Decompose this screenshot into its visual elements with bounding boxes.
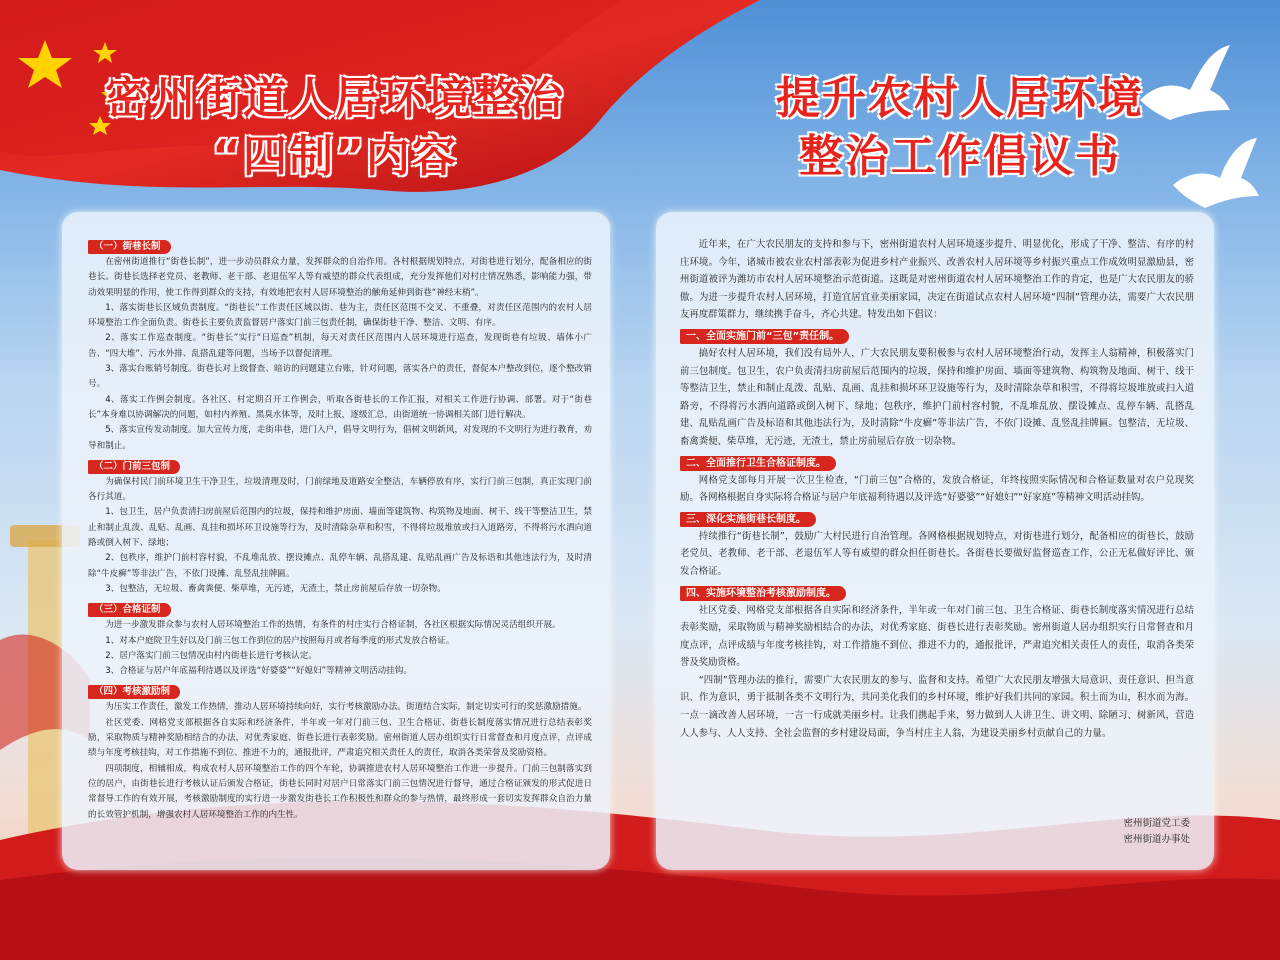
section-paragraph: 为确保村民门前环境卫生干净卫生，垃圾清理及时，门前绿地及道路安全整洁，车辆停放有序，实行门前三包制，真正实现门前各行其道。 [88, 476, 592, 503]
section-paragraph: 搞好农村人居环境，我们没有局外人，广大农民朋友要积极参与农村人居环境整治行动，发挥主人翁精神，积极落实门前三包制度。包卫生，农户负责清扫房前屋后范围内的垃圾，保持和维护房面、墙面等建筑物、构筑物及地面、树干、线干等整洁卫生，禁止和制止乱泼、乱贴、乱画、乱挂和损坏环卫设施等行为，及时清除杂草和积雪，不得将垃圾堆放或扫入道路旁，不得将污水洒向道路或倒入树下、绿地；包秩序，维护门前村容村貌，不乱堆乱放、摆设摊点、乱停车辆、乱搭乱建、乱贴乱画广告及标语和其他违法行为，及时清除“牛皮癣”等非法广告，不依门设摊、乱竖乱挂牌匾。包整洁，无垃圾、畜禽粪便、柴草堆，无污迹，无渣土，禁止房前屋后存放一切杂物。 [680, 347, 1194, 447]
left-content [88, 234, 592, 823]
section-paragraph: 3、包整洁，无垃圾、畜禽粪便、柴草堆，无污迹，无渣土，禁止房前屋后存放一切杂物。 [105, 583, 446, 594]
section-paragraph: 3、落实台账销号制度。街巷长对上级督查、暗访的问题建立台账，针对问题，落实各户的责任，督促本户整改到位，逐个整改销号。 [88, 364, 592, 390]
right-content [680, 236, 1194, 742]
section-heading: （四）考核激励制 [88, 685, 180, 699]
section-paragraph: 1、包卫生，居户负责清扫房前屋后范围内的垃圾，保持和维护房面、墙面等建筑物、构筑物及地面、树干、线干等整洁卫生，禁止和制止乱泼、乱贴、乱画、乱挂和损坏环卫设施等行为，及时清除杂草和积雪，不得将垃圾堆放或扫入道路旁，不得将污水洒向道路或倒入树下、绿地； [88, 507, 592, 549]
section-paragraph: 2、包秩序，维护门前村容村貌，不乱堆乱放、摆设摊点、乱停车辆、乱搭乱建、乱贴乱画广告及标语和其他违法行为，及时清除“牛皮癣”等非法广告，不依门设摊、乱竖乱挂牌匾。 [88, 553, 592, 579]
section-heading: 二、全面推行卫生合格证制度。 [680, 456, 836, 471]
intro-paragraph: 近年来，在广大农民朋友的支持和参与下，密州街道农村人居环境逐步提升、明显优化，形成了干净、整洁、有序的村庄环境。今年，诸城市被农业农村部表彰为促进乡村产业振兴、改善农村人居环境等乡村振兴重点工作成效明显激励县，密州街道被评为潍坊市农村人居环境整治示范街道。这既是对密州街道农村人居环境整治工作的肯定，也是广大农民朋友的骄傲。为进一步提升农村人居环境，打造宜居宜业美丽家园，决定在街道试点农村人居环境“四制”管理办法，需要广大农民朋友再度群策群力，继续携手奋斗，齐心共建。特发出如下倡议： [680, 239, 1194, 321]
signature-line1: 密州街道党工委 [1123, 818, 1190, 829]
section-paragraph: 1、对本户庭院卫生好以及门前三包工作到位的居户按照每月或者每季度的形式发放合格证。 [105, 635, 455, 646]
section-paragraph: 四项制度，相辅相成，构成农村人居环境整治工作的四个车轮，协调推进农村人居环境整治工作进一步提升。门前三包制落实到位的居户，由街巷长进行考核认证后颁发合格证，街巷长同时对居户日常落实门前三包情况进行督导，通过合格证颁发的形式促进日常督导工作的有效开展，考核激励制度的实行进一步激发街巷长工作积极性和群众的参与热情，最终形成一套切实发挥群众自治力量的长效管护机制，增强农村人居环境整治工作的内生性。 [88, 763, 592, 820]
section-heading: （三）合格证制 [88, 603, 171, 617]
section-paragraph: 3、合格证与居户年底福利待遇以及评选“好婆婆”“好媳妇”等精神文明活动挂钩。 [105, 666, 413, 677]
section-heading: 三、深化实施街巷长制度。 [680, 512, 816, 527]
section-paragraph: 5、落实宣传发动制度。加大宣传力度，走街串巷，进门入户，倡导文明行为，倡树文明新风，对发现的不文明行为进行教育，劝导和制止。 [88, 425, 592, 451]
right-title-line1: 提升农村人居环境 [776, 73, 1144, 124]
section-paragraph: 1、落实街巷长区域负责制度。“街巷长”工作责任区域以街、巷为主，责任区范围不交叉、不重叠，对责任区范围内的农村人居环境整治工作全面负责。街巷长主要负责监督居户落实门前三包责任制，确保街巷干净、整洁、文明、有序。 [88, 302, 592, 329]
section-paragraph: 持续推行“街巷长制”，鼓励广大村民进行自治管理。各网格根据规划特点，对街巷进行划分，配备相应的街巷长，鼓励老党员、老教师、老干部、老退伍军人等有威望的群众担任街巷长。各街巷长要做好监督巡查工作，公正无私做好评比、颁发合格证。 [680, 530, 1194, 577]
section-heading: 四、实施环境整治考核激励制度。 [680, 586, 846, 601]
section-paragraph: 社区党委、网格党支部根据各自实际和经济条件，半年或一年对门前三包、卫生合格证、街巷长制度落实情况进行总结表彰奖励，采取物质与精神奖励相结合的办法，对优秀家庭、街巷长进行表彰奖励。密州街道人居办组织实行日常督查和月度点评，点评成绩与年度考核挂钩，对工作措施不到位、推进不力的，通报批评，严肃追究相关责任人的责任，取消各类荣誉及奖励资格。 [88, 717, 592, 759]
right-title [690, 70, 1230, 186]
section-heading: 一、全面实施门前“三包”责任制。 [680, 329, 849, 344]
left-content-panel [62, 212, 610, 870]
section-paragraph: 网格党支部每月开展一次卫生检查，“门前三包”合格的，发放合格证，年终按照实际情况和合格证数量对农户兑现奖励。各网格根据自身实际将合格证与居户年底福利待遇以及评选“好婆婆”“好媳妇”“好家庭”等精神文明活动挂钩。 [680, 474, 1194, 504]
left-title-line1: 密州街道人居环境整治 [105, 73, 565, 124]
section-paragraph: 2、落实工作巡查制度。“街巷长”实行“日巡查”机制，每天对责任区范围内人居环境进行巡查，发现街巷有垃圾、墙体小广告、“四大堆”、污水外排、乱搭乱建等问题，当场予以督促清理。 [88, 333, 592, 359]
signature-line2: 密州街道办事处 [1123, 834, 1190, 845]
section-heading: （一）街巷长制 [88, 240, 171, 254]
section-paragraph: 为压实工作责任，激发工作热情，推动人居环境持续向好，实行考核激励办法。街道结合实际，制定切实可行的奖惩激励措施。 [105, 702, 587, 713]
signature [1123, 816, 1190, 848]
section-paragraph: 社区党委、网格党支部根据各自实际和经济条件，半年或一年对门前三包、卫生合格证、街巷长制度落实情况进行总结表彰奖励，采取物质与精神奖励相结合的办法，对优秀家庭、街巷长进行表彰奖励。密州街道人居办组织实行日常督查和月度点评，点评成绩与年度考核挂钩，对工作措施不到位、推进不力的，通报批评，严肃追究相关责任人的责任，取消各类荣誉及奖励资格。 [680, 604, 1194, 669]
section-heading: （二）门前三包制 [88, 460, 180, 474]
left-title [70, 70, 600, 186]
section-paragraph: 4、落实工作例会制度。各社区、村定期召开工作例会，听取各街巷长的工作汇报，对相关工作进行协调、部署。对于“街巷长”本身难以协调解决的问题，如村内养殖、黑臭水体等，及时上报，逐级汇总，由街道统一协调相关部门进行解决。 [88, 394, 592, 420]
section-paragraph: “四制”管理办法的推行，需要广大农民朋友的参与、监督和支持。希望广大农民朋友增强大局意识、责任意识、担当意识、作为意识，勇于抵制各类不文明行为，共同美化我们的乡村环境，维护好我们共同的家园。积土而为山，积水而为海。一点一滴改善人居环境，一言一行成就美丽乡村。让我们携起手来，努力做到人人讲卫生、讲文明、除陋习、树新风，营造人人参与、人人支持、全社会监督的乡村建设局面，争当村庄主人翁，为建设美丽乡村贡献自己的力量。 [680, 674, 1194, 739]
left-title-line2: “四制”内容 [212, 131, 458, 182]
right-title-line2: 整治工作倡议书 [799, 131, 1121, 182]
section-paragraph: 2、居户落实门前三包情况由村内街巷长进行考核认定。 [105, 650, 317, 661]
section-paragraph: 在密州街道推行“街巷长制”，进一步动员群众力量，发挥群众的自治作用。各村根据规划特点，对街巷进行划分，配备相应的街巷长。街巷长选择老党员、老教师、老干部、老退伍军人等有威望的群众代表组成，充分发挥他们对村庄情况熟悉，影响能力强，带动效果明显的作用，使工作得到群众的支持，有效地把农村人居环境整治的触角延伸到街巷“神经末梢”。 [88, 257, 592, 298]
section-paragraph: 为进一步激发群众参与农村人居环境整治工作的热情，有条件的村庄实行合格证制，各社区根据实际情况灵活组织开展。 [105, 620, 561, 631]
right-content-panel [656, 212, 1214, 870]
